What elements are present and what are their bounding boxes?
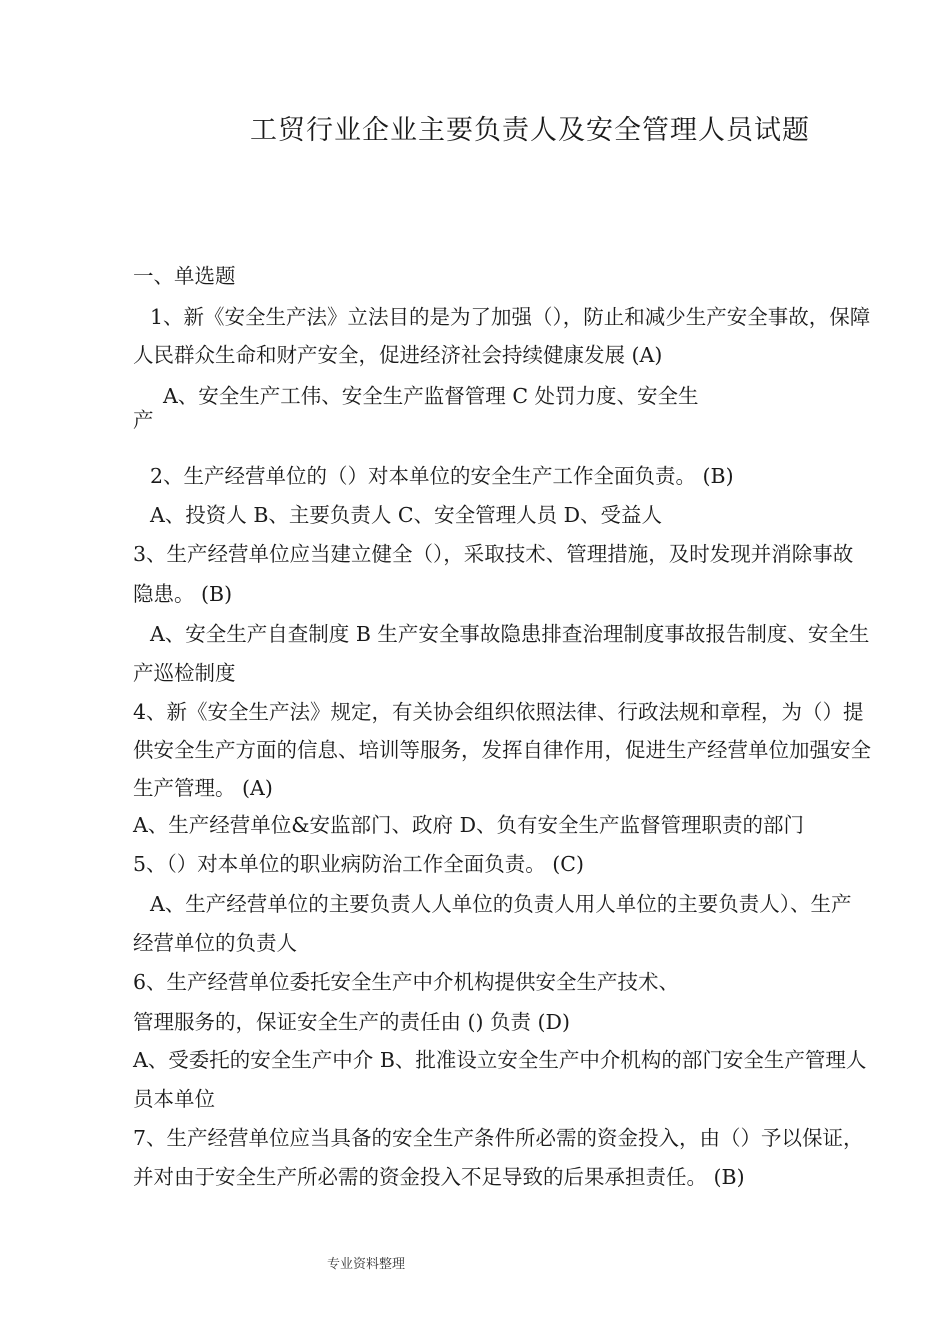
- question-3-option-line-2: 产巡检制度: [133, 661, 236, 685]
- question-7-stem-line-2: 并对由于安全生产所必需的资金投入不足导致的后果承担责任。 (B): [133, 1165, 745, 1189]
- page-footer: 专业资料整理: [327, 1257, 406, 1272]
- question-6-stem-line-2: 管理服务的，保证安全生产的责任由 () 负责 (D): [133, 1010, 570, 1034]
- question-1-option-line-2: 产: [133, 408, 154, 432]
- question-3-stem-line-1: 3、生产经营单位应当建立健全（），采取技术、管理措施，及时发现并消除事故: [133, 542, 854, 566]
- question-6-option-line-1: A、受委托的安全生产中介 B、批准设立安全生产中介机构的部门安全生产管理人: [133, 1048, 867, 1072]
- question-3-option-line-1: A、安全生产自查制度 B 生产安全事故隐患排查治理制度事故报告制度、安全生: [150, 622, 870, 646]
- question-1-option-line-1: A、安全生产工伟、安全生产监督管理 C 处罚力度、安全生: [163, 384, 699, 408]
- question-1-stem-line-1: 1、新《安全生产法》立法目的是为了加强（），防止和减少生产安全事故，保障: [150, 305, 871, 329]
- question-4-stem-line-2: 供安全生产方面的信息、培训等服务，发挥自律作用，促进生产经营单位加强安全: [133, 738, 871, 762]
- question-1-stem-line-2: 人民群众生命和财产安全，促进经济社会持续健康发展 (A): [133, 343, 663, 367]
- question-5-stem-line-1: 5、（）对本单位的职业病防治工作全面负责。 (C): [133, 852, 584, 876]
- question-4-stem-line-3: 生产管理。 (A): [133, 776, 273, 800]
- question-5-option-line-2: 经营单位的负责人: [133, 931, 297, 955]
- question-4-stem-line-1: 4、新《安全生产法》规定，有关协会组织依照法律、行政法规和章程，为（）提: [133, 700, 864, 724]
- question-2-option-line-1: A、投资人 B、主要负责人 C、安全管理人员 D、受益人: [150, 503, 663, 527]
- question-2-stem-line-1: 2、生产经营单位的（）对本单位的安全生产工作全面负责。 (B): [150, 464, 734, 488]
- question-5-option-line-1: A、生产经营单位的主要负责人人单位的负责人用人单位的主要负责人）、生产: [150, 892, 852, 916]
- question-3-stem-line-2: 隐患。 (B): [133, 582, 233, 606]
- question-7-stem-line-1: 7、生产经营单位应当具备的安全生产条件所必需的资金投入，由（）予以保证，: [133, 1126, 864, 1150]
- question-4-option-line-1: A、生产经营单位&安监部门、政府 D、负有安全生产监督管理职责的部门: [133, 813, 805, 837]
- document-title: 工贸行业企业主要负责人及安全管理人员试题: [250, 115, 810, 146]
- section-heading: 一、单选题: [133, 264, 236, 288]
- question-6-stem-line-1: 6、生产经营单位委托安全生产中介机构提供安全生产技术、: [133, 970, 680, 994]
- question-6-option-line-2: 员本单位: [133, 1087, 215, 1111]
